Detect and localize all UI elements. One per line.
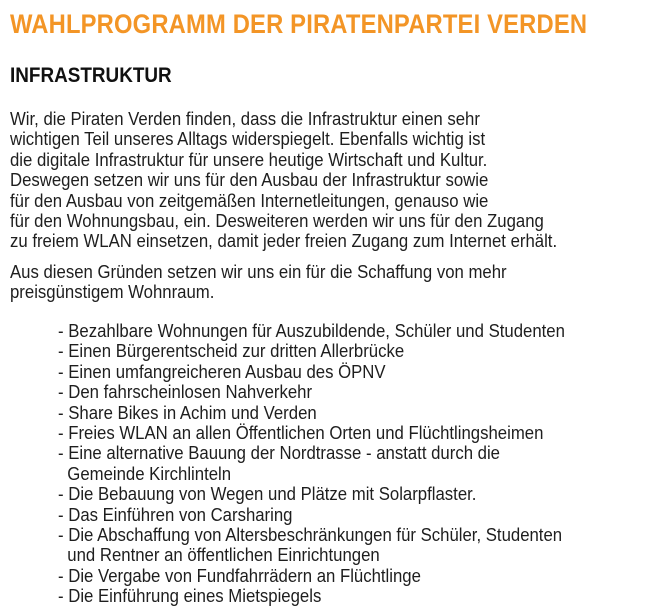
paragraph-line: preisgünstigem Wohnraum. [10, 282, 215, 303]
list-item [58, 525, 565, 566]
list-item-continuation: Gemeinde Kirchlinteln [67, 463, 232, 484]
paragraph-line: Deswegen setzen wir uns für den Ausbau der Infrastruktur sowie [10, 170, 489, 191]
list-item [58, 423, 565, 443]
page-title: WAHLPROGRAMM DER PIRATENPARTEI VERDEN [10, 9, 588, 39]
paragraph-line: Wir, die Piraten Verden finden, dass die Infrastruktur einen sehr [10, 109, 480, 129]
list-item [58, 341, 565, 361]
paragraph-line: die digitale Infrastruktur für unsere heutige Wirtschaft und Kultur. [10, 149, 488, 170]
list-item-text: - Eine alternative Bauung der Nordtrasse - anstatt durch die [58, 443, 500, 464]
list-item-text: - Bezahlbare Wohnungen für Auszubildende, Schüler und Studenten [58, 321, 565, 341]
list-item [58, 382, 565, 402]
section-title: INFRASTRUKTUR [10, 64, 172, 87]
list-item-text: - Share Bikes in Achim und Verden [58, 402, 317, 423]
list-item [58, 443, 565, 484]
list-item-text: - Das Einführen von Carsharing [58, 504, 293, 525]
list-item [58, 484, 565, 504]
list-item-text: - Einen umfangreicheren Ausbau des ÖPNV [58, 361, 386, 382]
list-item-text: - Den fahrscheinlosen Nahverkehr [58, 382, 313, 403]
list-item-text: - Die Einführung eines Mietspiegels [58, 586, 322, 607]
list-item [58, 566, 565, 586]
list-item-text: - Freies WLAN an allen Öffentlichen Orten und Flüchtlingsheimen [58, 423, 544, 444]
list-item [58, 362, 565, 382]
list-item-text: - Die Vergabe von Fundfahrrädern an Flüchtlinge [58, 565, 421, 586]
intro-paragraph [10, 109, 598, 252]
paragraph-line: zu freiem WLAN einsetzen, damit jeder freien Zugang zum Internet erhält. [10, 231, 558, 252]
paragraph-line: wichtigen Teil unseres Alltags widerspiegelt. Ebenfalls wichtig ist [10, 129, 486, 150]
reasons-paragraph [10, 262, 544, 303]
list-item [58, 586, 565, 606]
list-item-text: - Die Bebauung von Wegen und Plätze mit Solarpflaster. [58, 484, 477, 505]
list-item-text: - Einen Bürgerentscheid zur dritten Allerbrücke [58, 341, 405, 362]
list-item [58, 403, 565, 423]
paragraph-line: für den Ausbau von zeitgemäßen Internetleitungen, genauso wie [10, 190, 489, 211]
list-item [58, 321, 565, 341]
list-item [58, 505, 565, 525]
paragraph-line: Aus diesen Gründen setzen wir uns ein für die Schaffung von mehr [10, 262, 507, 282]
demands-list [58, 321, 603, 607]
list-item-text: - Die Abschaffung von Altersbeschränkungen für Schüler, Studenten [58, 525, 563, 546]
list-item-continuation: und Rentner an öffentlichen Einrichtungen [67, 545, 380, 566]
paragraph-line: für den Wohnungsbau, ein. Desweiteren werden wir uns für den Zugang [10, 211, 544, 232]
